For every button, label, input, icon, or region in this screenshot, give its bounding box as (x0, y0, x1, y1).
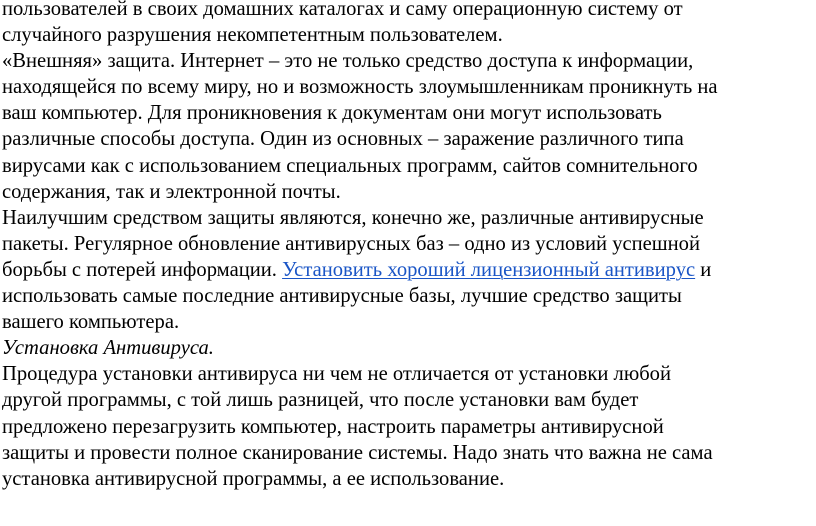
text-line: установка антивирусной программы, а ее использование. (2, 467, 505, 490)
install-antivirus-link[interactable]: Установить хороший лицензионный антивирус (282, 258, 696, 281)
text-line: использовать самые последние антивирусные базы, лучшие средство защиты (2, 285, 682, 308)
text-line-with-link (2, 257, 814, 283)
paragraph (2, 361, 814, 491)
text-line: случайного разрушения некомпетентным пользователем. (2, 24, 503, 47)
text-line: вирусами как с использованием специальных программ, сайтов сомнительного (2, 154, 698, 177)
text-line: «Внешняя» защита. Интернет – это не только средство доступа к информации, (2, 50, 694, 73)
paragraph (2, 0, 814, 48)
text-line: пользователей в своих домашних каталогах и саму операционную систему от (2, 0, 683, 20)
text-line: содержания, так и электронной почты. (2, 180, 341, 203)
link-suffix-text: и (695, 258, 712, 281)
paragraph (2, 205, 814, 335)
link-prefix-text: борьбы с потерей информации. (2, 258, 283, 281)
text-line: вашего компьютера. (2, 311, 180, 334)
text-line: Процедура установки антивируса ни чем не отличается от установки любой (2, 363, 672, 386)
section-heading: Установка Антивируса. (2, 337, 214, 360)
text-line: Наилучшим средством защиты являются, конечно же, различные антивирусные (2, 206, 704, 229)
text-line: предложено перезагрузить компьютер, настроить параметры антивирусной (2, 415, 664, 438)
text-line: находящейся по всему миру, но и возможность злоумышленникам проникнуть на (2, 76, 718, 99)
text-line: защиты и провести полное сканирование системы. Надо знать что важна не сама (2, 441, 713, 464)
text-line: пакеты. Регулярное обновление антивирусных баз – одно из условий успешной (2, 232, 700, 255)
paragraph (2, 48, 814, 205)
document-body (2, 0, 814, 492)
text-line: другой программы, с той лишь разницей, что после установки вам будет (2, 389, 639, 412)
text-line: ваш компьютер. Для проникновения к документам они могут использовать (2, 102, 662, 125)
text-line: различные способы доступа. Один из основных – заражение различного типа (2, 128, 684, 151)
